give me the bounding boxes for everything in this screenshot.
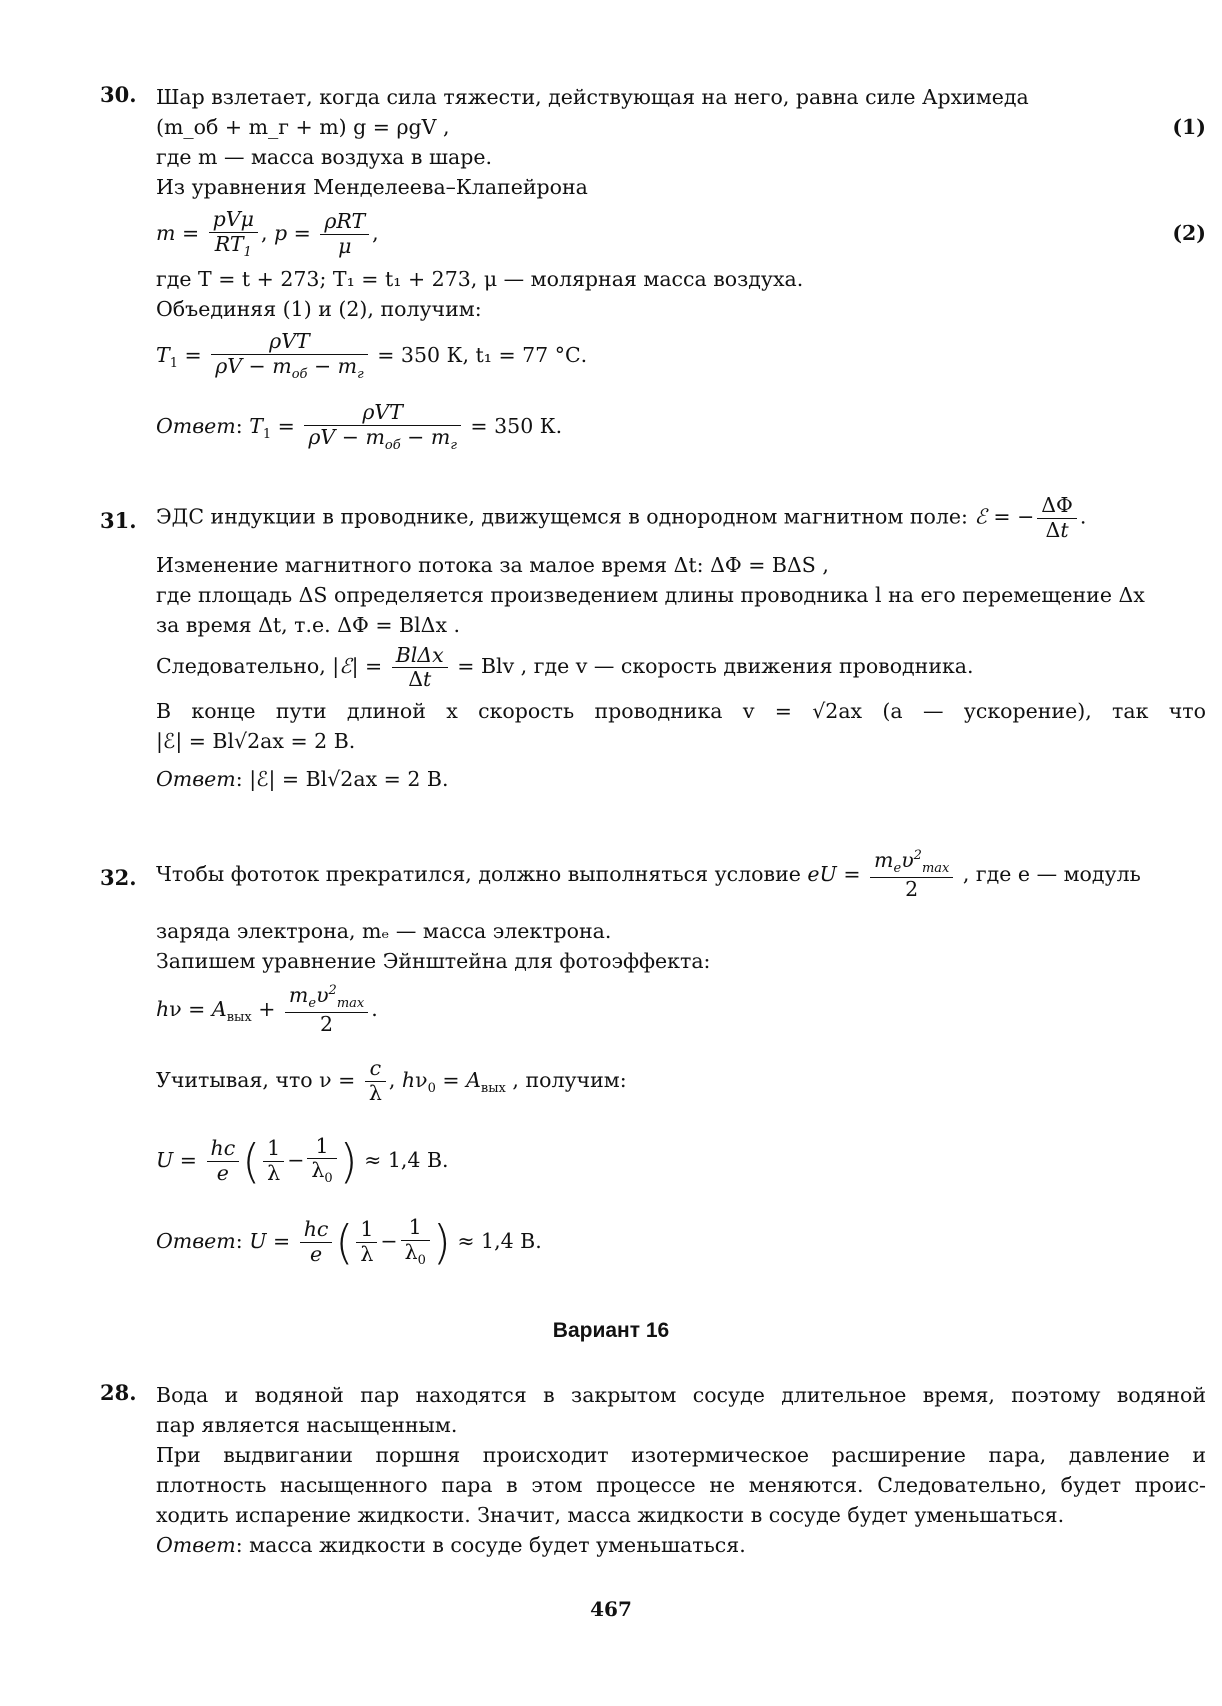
problem-number: 30. [100, 82, 137, 107]
fraction: ρVT $\rho V - m_{об} - m_г$ [304, 401, 461, 454]
answer-label: Ответ [156, 1533, 236, 1557]
problem-body [156, 493, 1206, 792]
fraction: $\frac{1}{\lambda}$ [356, 1218, 377, 1266]
answer-value: : масса жидкости в сосуде будет уменьшаться. [235, 1533, 746, 1557]
text-line: Вода и водяной пар находятся в закрытом сосуде длительное время, поэтому водяной [156, 1383, 1206, 1407]
text-line: за время Δt, т.е. ΔΦ = BlΔx . [156, 613, 461, 638]
problem-body [156, 1380, 1206, 1560]
fraction: $\frac{c}{\lambda}$ [365, 1057, 386, 1105]
text-line: пар является насыщенным. [156, 1413, 458, 1437]
text: Следовательно, [156, 654, 326, 679]
text-line: Следовательно, |ℰ| = BlΔx Δt = Blv , где v — скорость движения проводника. [156, 642, 974, 692]
problem-number: 31. [100, 508, 137, 533]
text-line: Изменение магнитного потока за малое время Δt: ΔΦ = BΔS , [156, 553, 829, 578]
fraction: ρVT $\rho V - m_{об} - m_г$ [211, 330, 368, 383]
text: = Blv , где v — скорость движения проводника. [457, 654, 974, 679]
text-line: где T = t + 273; T₁ = t₁ + 273, μ — молярная масса воздуха. [156, 267, 804, 291]
fraction: pVμ $RT_1$ [209, 208, 258, 261]
answer-line: Ответ: U = $\frac{hc}{e}$ ( $\frac{1}{\lambda}$ − $\frac{1}{\lambda_0}$ ) ≈ 1,4 В. [156, 1215, 542, 1270]
answer-line: Ответ: |ℰ| = Bl√2ax = 2 В. [156, 767, 449, 792]
answer-label: Ответ [156, 1229, 236, 1253]
text-line: Чтобы фототок прекратился, должно выполняться условие eU = $m_e\upsilon^2_{max}$ 2 , где e — модуль [156, 848, 1141, 901]
fraction: $m_e\upsilon^2_{max}$ 2 [870, 849, 953, 902]
answer-value: |ℰ| = Bl√2ax = 2 В. [249, 767, 449, 792]
equation-1 [156, 112, 1206, 142]
text: , где e — модуль [962, 861, 1141, 886]
fraction: BlΔx Δt [392, 644, 448, 692]
text-line: ЭДС индукции в проводнике, движущемся в однородном магнитном поле: ℰ = − $\frac{\Delta\Phi}{\Delta t}$ . [156, 493, 1087, 542]
fraction: ρRT μ [320, 210, 369, 258]
variant-heading: Вариант 16 [552, 1319, 670, 1342]
einstein-equation: $h\nu = A_{вых}$ + $m_e\upsilon^2_{max}$ 2 . [156, 982, 378, 1036]
text-line: ходить испарение жидкости. Значит, масса жидкости в сосуде будет уменьшаться. [156, 1503, 1065, 1527]
answer-label: Ответ [156, 767, 236, 792]
text: ЭДС индукции в проводнике, движущемся в однородном магнитном поле: [156, 504, 968, 529]
text-line: плотность насыщенного пара в этом процессе не меняются. Следовательно, будет проис- [156, 1473, 1206, 1497]
problem-body [156, 848, 1206, 1283]
result-equation: $T_1$ = ρVT $\rho V - m_{об} - m_г$ = 350 К, t₁ = 77 °С. [156, 329, 588, 382]
text-line: Учитывая, что ν = $\frac{c}{\lambda}$ , $h\nu_0 = A_{вых}$ , получим: [156, 1055, 627, 1105]
equation-number: (2) [1172, 221, 1206, 245]
problem-number: 28. [100, 1380, 137, 1405]
text-line: где m — масса воздуха в шаре. [156, 145, 493, 169]
page-number: 467 [590, 1597, 632, 1621]
fraction: $\frac{hc}{e}$ [300, 1218, 333, 1266]
text-line: заряда электрона, mₑ — масса электрона. [156, 918, 612, 943]
fraction: $\frac{\Delta\Phi}{\Delta t}$ [1037, 494, 1077, 542]
text-line: В конце пути длиной x скорость проводника v = √2ax (a — ускорение), так что [156, 699, 1206, 724]
text-line: где площадь ΔS определяется произведением длины проводника l на его перемещение Δx [156, 583, 1145, 608]
answer-value: = 350 К. [470, 414, 563, 438]
fraction: $\frac{1}{\lambda_0}$ [307, 1135, 336, 1188]
text-line: Запишем уравнение Эйнштейна для фотоэффекта: [156, 948, 711, 973]
text-line: |ℰ| = Bl√2ax = 2 В. [156, 729, 356, 754]
fraction: $\frac{1}{\lambda}$ [263, 1137, 284, 1185]
text: Учитывая, что [156, 1067, 313, 1092]
problem-body [156, 82, 1206, 466]
answer-line [156, 1530, 1206, 1560]
equation-text: (m_об + m_г + m) g = ρgV , [156, 115, 450, 139]
equation-2: m = pVμ $RT_1$ , p = ρRT μ , (2) [156, 202, 1206, 264]
text-line: При выдвигании поршня происходит изотермическое расширение пара, давление и [156, 1443, 1206, 1467]
result-equation: U = $\frac{hc}{e}$ ( $\frac{1}{\lambda}$ − $\frac{1}{\lambda_0}$ ) ≈ 1,4 В. [156, 1133, 449, 1188]
text-line: Из уравнения Менделеева–Клапейрона [156, 175, 588, 199]
answer-label: Ответ [156, 414, 236, 438]
result-value: ≈ 1,4 В. [364, 1147, 449, 1172]
text: , получим: [512, 1067, 627, 1092]
fraction: $\frac{1}{\lambda_0}$ [401, 1216, 430, 1269]
answer-value: ≈ 1,4 В. [457, 1229, 542, 1253]
text-line: Шар взлетает, когда сила тяжести, действующая на него, равна силе Архимеда [156, 85, 1029, 109]
problem-number: 32. [100, 865, 137, 890]
result-value: = 350 К, t₁ = 77 °С. [377, 343, 588, 367]
text: Чтобы фототок прекратился, должно выполняться условие [156, 861, 801, 886]
fraction: $m_e\upsilon^2_{max}$ 2 [285, 984, 368, 1037]
answer-line: Ответ: $T_1$ = ρVT $\rho V - m_{об} - m_г$ = 350 К. [156, 400, 563, 453]
equation-number: (1) [1172, 115, 1206, 139]
fraction: $\frac{hc}{e}$ [207, 1137, 240, 1185]
text-line: Объединяя (1) и (2), получим: [156, 297, 482, 321]
